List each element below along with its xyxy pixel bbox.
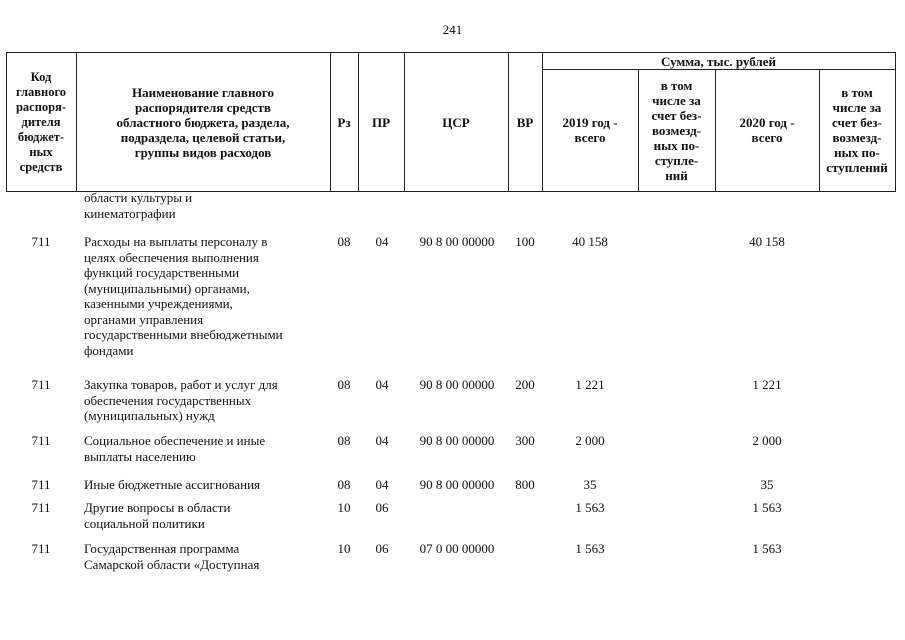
row-code: 711 (31, 541, 51, 556)
page-number: 241 (442, 22, 463, 37)
header-2019-free: в том числе за счет без- возмезд- ных по- ступле- ний (651, 77, 702, 183)
row-csr: 90 8 00 00000 (419, 433, 495, 448)
row-name: Закупка товаров, работ и услуг для обеспечения государственных (муниципальных) нужд (84, 377, 278, 423)
row-2020-total: 1 221 (752, 377, 782, 392)
row-pr: 04 (375, 377, 389, 392)
row-rz: 10 (337, 500, 351, 515)
row-2019-total: 2 000 (575, 433, 605, 448)
row-2019-total: 35 (583, 477, 597, 492)
row-2020-total: 1 563 (752, 500, 782, 515)
table-body (6, 190, 896, 581)
row-rz: 08 (337, 377, 351, 392)
table-row (6, 500, 896, 541)
header-rz: Рз (337, 114, 351, 130)
row-2019-total: 40 158 (572, 234, 608, 249)
header-code: Код главного распоря- дителя бюджет- ных средств (15, 69, 67, 174)
row-name: Социальное обеспечение и иные выплаты населению (84, 433, 266, 464)
row-2019-total: 1 563 (575, 500, 605, 515)
row-code: 711 (31, 500, 51, 515)
row-vr: 200 (515, 377, 535, 392)
row-pr: 04 (375, 234, 389, 249)
header-sum: Сумма, тыс. рублей (661, 53, 776, 69)
row-2019-total: 1 221 (575, 377, 605, 392)
row-code: 711 (31, 433, 51, 448)
row-csr: 90 8 00 00000 (419, 377, 495, 392)
row-name: области культуры и кинематографии (84, 190, 193, 221)
row-vr: 100 (515, 234, 535, 249)
row-vr: 800 (515, 477, 535, 492)
header-pr: ПР (371, 114, 391, 130)
table-row (6, 477, 896, 500)
row-pr: 04 (375, 477, 389, 492)
table-row (6, 234, 896, 381)
row-2020-total: 1 563 (752, 541, 782, 556)
table-row (6, 541, 896, 581)
row-pr: 04 (375, 433, 389, 448)
row-2020-total: 35 (760, 477, 774, 492)
row-code: 711 (31, 377, 51, 392)
table-header (6, 52, 896, 192)
header-csr: ЦСР (442, 114, 470, 130)
row-rz: 08 (337, 234, 351, 249)
row-name: Иные бюджетные ассигнования (84, 477, 261, 492)
table-row (6, 190, 896, 230)
table-row (6, 377, 896, 433)
row-name: Государственная программа Самарской области «Доступная (84, 541, 260, 572)
row-vr: 300 (515, 433, 535, 448)
row-2020-total: 40 158 (749, 234, 785, 249)
row-code: 711 (31, 234, 51, 249)
row-2019-total: 1 563 (575, 541, 605, 556)
row-csr: 07 0 00 00000 (419, 541, 495, 556)
row-csr: 90 8 00 00000 (419, 234, 495, 249)
header-name: Наименование главного распорядителя средств областного бюджета, раздела, подраздела, целевой статьи, группы видов расходов (116, 84, 290, 160)
row-csr: 90 8 00 00000 (419, 477, 495, 492)
row-rz: 10 (337, 541, 351, 556)
row-name: Другие вопросы в области социальной политики (84, 500, 231, 531)
header-2020-free: в том числе за счет без- возмезд- ных по- ступлений (826, 85, 888, 175)
table-row (6, 433, 896, 477)
header-vr: ВР (516, 114, 534, 130)
row-name: Расходы на выплаты персоналу в целях обеспечения выполнения функций государственными (муниципальными) органами, казенными учреждениями, органами управления государственными внебюджетными фондами (84, 234, 283, 358)
row-2020-total: 2 000 (752, 433, 782, 448)
row-rz: 08 (337, 433, 351, 448)
row-pr: 06 (375, 500, 389, 515)
row-code: 711 (31, 477, 51, 492)
row-rz: 08 (337, 477, 351, 492)
row-pr: 06 (375, 541, 389, 556)
header-2020-total: 2020 год - всего (739, 115, 795, 145)
header-2019-total: 2019 год - всего (562, 115, 618, 145)
